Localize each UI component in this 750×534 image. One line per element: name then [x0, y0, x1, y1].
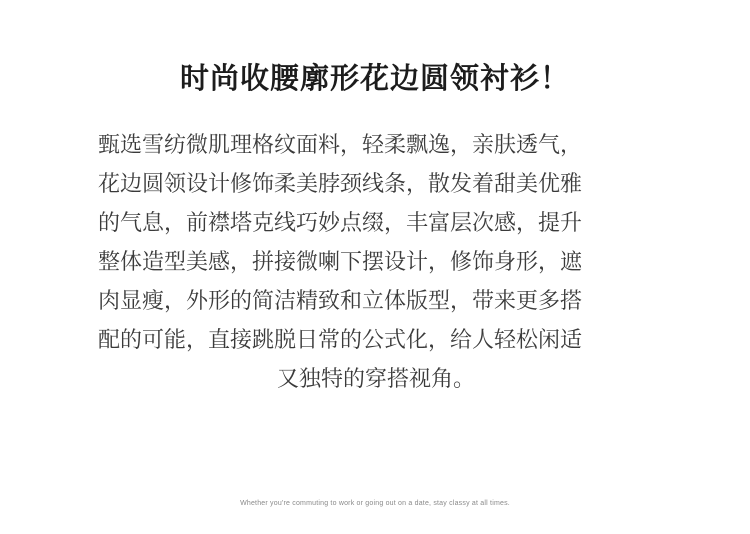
page-title: 时尚收腰廓形花边圆领衬衫！ [179, 61, 570, 95]
description-line: 甄选雪纺微肌理格纹面料，轻柔飘逸，亲肤透气， [98, 133, 583, 158]
description-line: 又独特的穿搭视角。 [276, 367, 475, 392]
description-line: 花边圆领设计修饰柔美脖颈线条，散发着甜美优雅 [98, 172, 583, 197]
description-paragraph [98, 126, 654, 399]
description-line: 的气息，前襟塔克线巧妙点缀，丰富层次感，提升 [98, 211, 583, 236]
footer-caption: Whether you're commuting to work or going out on a date, stay classy at all times. [240, 500, 510, 507]
description-line: 配的可能，直接跳脱日常的公式化，给人轻松闲适 [98, 328, 583, 353]
description-line: 整体造型美感，拼接微喇下摆设计，修饰身形，遮 [98, 250, 583, 275]
description-line: 肉显瘦，外形的简洁精致和立体版型，带来更多搭 [98, 289, 583, 314]
